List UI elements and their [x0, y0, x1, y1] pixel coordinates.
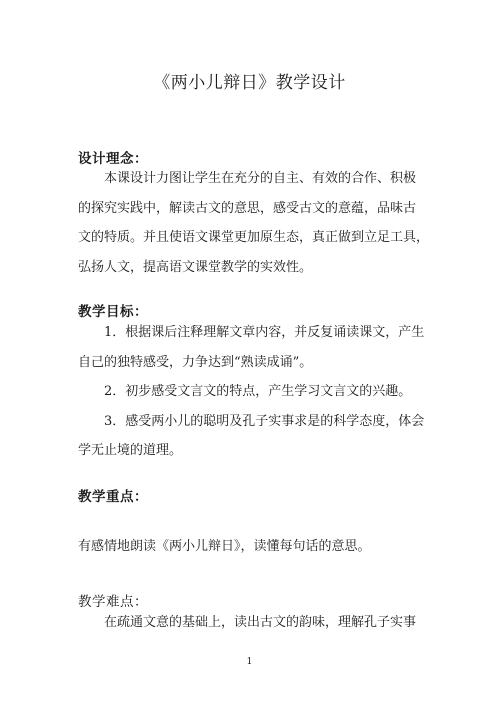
difficulties-line: 在疏通文意的基础上，读出古文的韵味，理解孔子实事 [104, 615, 417, 630]
concept-line: 本课设计力图让学生在充分的自主、有效的合作、积极 [104, 171, 417, 186]
section-heading-key-points: 教学重点： [78, 489, 148, 505]
difficulties-paragraph [78, 608, 430, 638]
goal-item-3-line: 3．感受两小儿的聪明及孔子实事求是的科学态度，体会 [104, 413, 425, 429]
goal-item-1-line: 自己的独特感受，力争达到“熟读成诵”。 [78, 354, 313, 370]
goal-item-3-line: 学无止境的道理。 [78, 443, 183, 458]
page-title: 《两小儿辩日》教学设计 [153, 73, 346, 93]
section-heading-goals: 教学目标： [78, 304, 148, 320]
section-heading-concept: 设计理念： [78, 151, 148, 167]
concept-line: 的探究实践中，解读古文的意思，感受古文的意蕴，品味古 [78, 200, 417, 216]
concept-paragraph [78, 164, 430, 282]
page-number: 1 [246, 657, 253, 667]
concept-line: 弘扬人文，提高语文课堂教学的实效性。 [78, 259, 313, 275]
key-points-line: 有感情地朗读《两小儿辩日》，读懂每句话的意思。 [78, 539, 371, 554]
goal-item-1-line: 1．根据课后注释理解文章内容，并反复诵读课文，产生 [104, 325, 425, 340]
goals-list [78, 318, 430, 466]
goal-item-2-line: 2．初步感受文言文的特点，产生学习文言文的兴趣。 [104, 384, 412, 399]
key-points-paragraph [78, 532, 430, 562]
section-heading-difficulties: 教学难点： [78, 594, 148, 610]
concept-line: 文的特质。并且使语文课堂更加原生态，真正做到立足工具， [78, 230, 430, 245]
